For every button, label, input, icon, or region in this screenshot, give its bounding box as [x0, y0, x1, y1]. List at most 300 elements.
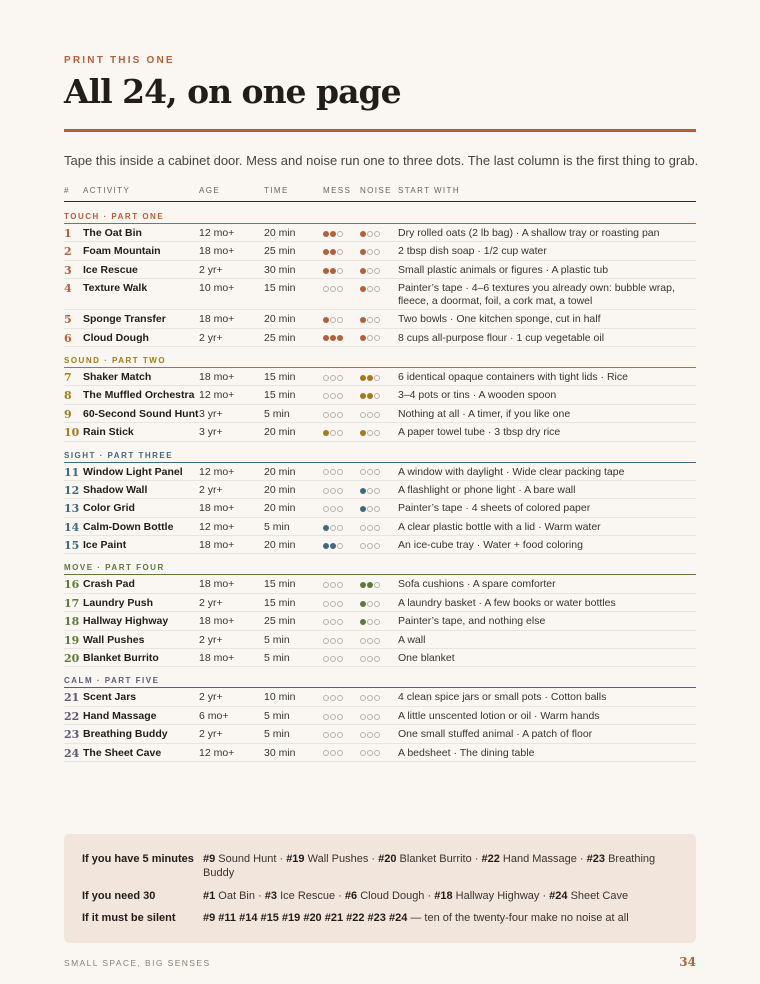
empty-dot-icon — [367, 231, 373, 237]
time-cell: 5 min — [264, 520, 290, 533]
intro-text: Tape this inside a cabinet door. Mess and noise run one to three dots. The last column is the first thing to grab. — [64, 153, 699, 168]
activity-ref-name: Breathing Buddy — [203, 853, 656, 879]
filled-dot-icon — [367, 393, 373, 399]
start-with-cell: Small plastic animals or figures · A plastic tub — [398, 263, 609, 276]
activity-name: Wall Pushes — [83, 633, 145, 646]
activity-name: Texture Walk — [83, 282, 148, 295]
time-cell: 15 min — [264, 389, 296, 402]
mess-rating — [323, 634, 344, 647]
filled-dot-icon — [323, 335, 329, 341]
start-with-cell: Nothing at all · A timer, if you like one — [398, 407, 571, 420]
summary-label: If you have 5 minutes — [82, 853, 194, 865]
activity-name: Hand Massage — [83, 709, 157, 722]
filled-dot-icon — [360, 317, 366, 323]
empty-dot-icon — [337, 638, 343, 644]
empty-dot-icon — [374, 249, 380, 255]
mess-rating — [323, 502, 344, 515]
activity-name: Hallway Highway — [83, 615, 169, 628]
separator: · — [471, 853, 482, 865]
mess-rating — [323, 652, 344, 665]
empty-dot-icon — [337, 714, 343, 720]
empty-dot-icon — [337, 619, 343, 625]
noise-rating — [360, 502, 381, 515]
row-number: 9 — [64, 407, 72, 421]
noise-rating — [360, 484, 381, 497]
empty-dot-icon — [337, 412, 343, 418]
empty-dot-icon — [337, 506, 343, 512]
empty-dot-icon — [323, 469, 329, 475]
noise-rating — [360, 578, 381, 591]
filled-dot-icon — [323, 268, 329, 274]
activity-ref-name: Sheet Cave — [567, 890, 629, 902]
empty-dot-icon — [323, 714, 329, 720]
age-cell: 3 yr+ — [199, 426, 223, 439]
start-with-cell: A flashlight or phone light · A bare wall — [398, 483, 576, 496]
start-with-cell: A bedsheet · The dining table — [398, 746, 535, 759]
row-number: 3 — [64, 263, 72, 277]
table-row — [64, 499, 696, 517]
age-cell: 2 yr+ — [199, 691, 223, 704]
table-row — [64, 518, 696, 536]
filled-dot-icon — [360, 249, 366, 255]
empty-dot-icon — [374, 714, 380, 720]
table-row — [64, 224, 696, 242]
empty-dot-icon — [367, 750, 373, 756]
empty-dot-icon — [323, 582, 329, 588]
activity-ref-name: Oat Bin — [215, 890, 255, 902]
activity-name: Shadow Wall — [83, 483, 148, 496]
row-number: 19 — [64, 633, 80, 647]
start-with-cell: 4 clean spice jars or small pots · Cotton balls — [398, 691, 607, 704]
section-label-text: CALM · PART FIVE — [64, 676, 160, 686]
section-label-text: TOUCH · PART ONE — [64, 212, 165, 221]
time-cell: 20 min — [264, 426, 296, 439]
activity-name: Cloud Dough — [83, 331, 149, 344]
activity-name: The Oat Bin — [83, 227, 142, 239]
filled-dot-icon — [330, 231, 336, 237]
start-with-cell: A little unscented lotion or oil · Warm hands — [398, 709, 600, 722]
page-number: 34 — [679, 955, 696, 969]
filled-dot-icon — [360, 335, 366, 341]
separator: · — [255, 890, 265, 902]
row-number: 2 — [64, 245, 72, 259]
row-number: 22 — [64, 709, 80, 723]
activity-ref-name: Sound Hunt — [215, 853, 277, 865]
empty-dot-icon — [374, 469, 380, 475]
empty-dot-icon — [337, 582, 343, 588]
noise-rating — [360, 539, 381, 552]
row-number: 5 — [64, 313, 72, 327]
table-row — [64, 242, 696, 260]
filled-dot-icon — [330, 249, 336, 255]
mess-rating — [323, 332, 344, 345]
empty-dot-icon — [323, 601, 329, 607]
table-row — [64, 594, 696, 612]
empty-dot-icon — [337, 249, 343, 255]
table-row — [64, 423, 696, 441]
start-with-cell: A paper towel tube · 3 tbsp dry rice — [398, 426, 561, 439]
empty-dot-icon — [374, 231, 380, 237]
section-label — [64, 554, 696, 574]
empty-dot-icon — [374, 525, 380, 531]
empty-dot-icon — [323, 750, 329, 756]
section-label-text: MOVE · PART FOUR — [64, 563, 165, 573]
mess-rating — [323, 615, 344, 628]
empty-dot-icon — [374, 750, 380, 756]
time-cell: 15 min — [264, 370, 296, 383]
mess-rating — [323, 426, 344, 439]
row-number: 16 — [64, 578, 80, 592]
activity-ref-name: Wall Pushes — [304, 853, 369, 865]
page-title: All 24, on one page — [64, 72, 401, 111]
start-with-cell: Painter’s tape · 4 sheets of colored paper — [398, 502, 591, 515]
activity-ref-name: Hallway Highway — [452, 890, 540, 902]
empty-dot-icon — [337, 750, 343, 756]
mess-rating — [323, 521, 344, 534]
mess-rating — [323, 578, 344, 591]
filled-dot-icon — [360, 506, 366, 512]
empty-dot-icon — [337, 601, 343, 607]
activity-name: Crash Pad — [83, 578, 135, 591]
row-number: 21 — [64, 691, 80, 705]
age-cell: 18 mo+ — [199, 245, 235, 258]
empty-dot-icon — [330, 430, 336, 436]
empty-dot-icon — [330, 656, 336, 662]
time-cell: 20 min — [264, 539, 296, 552]
time-cell: 15 min — [264, 282, 296, 295]
filled-dot-icon — [337, 335, 343, 341]
mess-rating — [323, 728, 344, 741]
noise-rating — [360, 264, 381, 277]
header-mess: MESS — [323, 186, 352, 195]
activity-ref-name: Cloud Dough — [357, 890, 425, 902]
filled-dot-icon — [360, 601, 366, 607]
age-cell: 18 mo+ — [199, 313, 235, 326]
table-row — [64, 612, 696, 630]
activity-ref: #23 — [586, 853, 606, 865]
empty-dot-icon — [360, 412, 366, 418]
table-row — [64, 463, 696, 481]
filled-dot-icon — [330, 543, 336, 549]
header-num: # — [64, 186, 70, 195]
noise-rating — [360, 521, 381, 534]
start-with-cell: 6 identical opaque containers with tight lids · Rice — [398, 370, 628, 383]
table-header — [64, 183, 696, 202]
row-number: 14 — [64, 520, 80, 534]
mess-rating — [323, 282, 344, 295]
empty-dot-icon — [374, 268, 380, 274]
activity-name: The Muffled Orchestra — [83, 389, 195, 402]
filled-dot-icon — [330, 335, 336, 341]
empty-dot-icon — [360, 543, 366, 549]
row-number: 13 — [64, 502, 80, 516]
empty-dot-icon — [330, 714, 336, 720]
section-label — [64, 667, 696, 687]
table-row — [64, 261, 696, 279]
filled-dot-icon — [367, 582, 373, 588]
empty-dot-icon — [330, 619, 336, 625]
mess-rating — [323, 408, 344, 421]
empty-dot-icon — [337, 231, 343, 237]
separator: · — [424, 890, 435, 902]
row-number: 23 — [64, 728, 80, 742]
filled-dot-icon — [323, 249, 329, 255]
activity-name: Blanket Burrito — [83, 652, 159, 665]
empty-dot-icon — [367, 430, 373, 436]
row-number: 6 — [64, 331, 72, 345]
age-cell: 12 mo+ — [199, 227, 235, 239]
empty-dot-icon — [330, 750, 336, 756]
noise-rating — [360, 691, 381, 704]
empty-dot-icon — [374, 393, 380, 399]
empty-dot-icon — [367, 543, 373, 549]
time-cell: 25 min — [264, 615, 296, 628]
empty-dot-icon — [323, 695, 329, 701]
section-label-text: SIGHT · PART THREE — [64, 450, 174, 460]
header-noise: NOISE — [360, 186, 392, 195]
empty-dot-icon — [360, 732, 366, 738]
age-cell: 2 yr+ — [199, 633, 223, 646]
time-cell: 5 min — [264, 407, 290, 420]
activity-ref: #22 — [481, 853, 500, 865]
title-rule — [64, 129, 696, 132]
separator: · — [576, 853, 587, 865]
time-cell: 5 min — [264, 652, 290, 665]
age-cell: 18 mo+ — [199, 502, 235, 515]
noise-rating — [360, 408, 381, 421]
empty-dot-icon — [360, 638, 366, 644]
table-row — [64, 688, 696, 706]
empty-dot-icon — [323, 732, 329, 738]
empty-dot-icon — [337, 656, 343, 662]
empty-dot-icon — [360, 695, 366, 701]
time-cell: 20 min — [264, 502, 296, 515]
separator: · — [276, 853, 287, 865]
row-number: 4 — [64, 282, 72, 296]
mess-rating — [323, 313, 344, 326]
activity-ref: #24 — [549, 890, 568, 902]
empty-dot-icon — [330, 469, 336, 475]
table-row — [64, 744, 696, 762]
mess-rating — [323, 227, 344, 240]
mess-rating — [323, 691, 344, 704]
mess-rating — [323, 747, 344, 760]
age-cell: 18 mo+ — [199, 370, 235, 383]
empty-dot-icon — [374, 695, 380, 701]
activity-name: Window Light Panel — [83, 465, 183, 478]
mess-rating — [323, 371, 344, 384]
empty-dot-icon — [330, 506, 336, 512]
activity-name: The Sheet Cave — [83, 746, 162, 759]
filled-dot-icon — [360, 582, 366, 588]
empty-dot-icon — [330, 412, 336, 418]
start-with-cell: Painter’s tape · 4–6 textures you already own: bubble wrap, fleece, a doormat, foil, a cork mat, a towel — [398, 282, 675, 308]
activity-name: Ice Paint — [83, 539, 127, 552]
time-cell: 20 min — [264, 483, 296, 496]
empty-dot-icon — [374, 488, 380, 494]
activity-name: Laundry Push — [83, 596, 154, 609]
filled-dot-icon — [330, 268, 336, 274]
row-number: 24 — [64, 746, 80, 760]
row-number: 15 — [64, 539, 80, 553]
empty-dot-icon — [323, 286, 329, 292]
start-with-cell: A clear plastic bottle with a lid · Warm water — [398, 520, 601, 533]
table-row — [64, 405, 696, 423]
start-with-cell: Sofa cushions · A spare comforter — [398, 578, 556, 591]
empty-dot-icon — [323, 619, 329, 625]
section-label-text: SOUND · PART TWO — [64, 355, 167, 365]
noise-rating — [360, 245, 381, 258]
time-cell: 15 min — [264, 578, 296, 591]
start-with-cell: A window with daylight · Wide clear packing tape — [398, 465, 625, 478]
mess-rating — [323, 264, 344, 277]
empty-dot-icon — [323, 393, 329, 399]
age-cell: 12 mo+ — [199, 746, 235, 759]
noise-rating — [360, 728, 381, 741]
empty-dot-icon — [330, 375, 336, 381]
start-with-cell: 8 cups all-purpose flour · 1 cup vegetable oil — [398, 331, 605, 344]
noise-rating — [360, 615, 381, 628]
activity-ref: #6 — [344, 890, 358, 902]
row-number: 12 — [64, 483, 80, 497]
age-cell: 2 yr+ — [199, 483, 223, 496]
quick-pick-box — [64, 834, 696, 943]
empty-dot-icon — [374, 543, 380, 549]
empty-dot-icon — [330, 601, 336, 607]
empty-dot-icon — [367, 619, 373, 625]
activity-ref: #3 — [264, 890, 278, 902]
empty-dot-icon — [330, 393, 336, 399]
separator: · — [335, 890, 345, 902]
separator: · — [368, 853, 379, 865]
empty-dot-icon — [374, 732, 380, 738]
table-row — [64, 631, 696, 649]
empty-dot-icon — [367, 488, 373, 494]
table-row — [64, 386, 696, 404]
empty-dot-icon — [367, 335, 373, 341]
empty-dot-icon — [360, 714, 366, 720]
row-number: 1 — [64, 227, 72, 240]
age-cell: 12 mo+ — [199, 465, 235, 478]
start-with-cell: A wall — [398, 633, 426, 646]
empty-dot-icon — [374, 412, 380, 418]
empty-dot-icon — [330, 732, 336, 738]
activity-name: Breathing Buddy — [83, 728, 168, 741]
empty-dot-icon — [367, 506, 373, 512]
activity-table — [64, 203, 696, 762]
section-label — [64, 442, 696, 462]
filled-dot-icon — [360, 375, 366, 381]
start-with-cell: Painter’s tape, and nothing else — [398, 615, 546, 628]
activity-name: Foam Mountain — [83, 245, 161, 258]
mess-rating — [323, 389, 344, 402]
row-number: 8 — [64, 389, 72, 403]
noise-rating — [360, 652, 381, 665]
time-cell: 20 min — [264, 227, 296, 239]
header-time: TIME — [264, 186, 289, 195]
noise-rating — [360, 389, 381, 402]
filled-dot-icon — [360, 286, 366, 292]
start-with-cell: 2 tbsp dish soap · 1/2 cup water — [398, 245, 547, 258]
header-activity: ACTIVITY — [83, 186, 131, 195]
empty-dot-icon — [337, 695, 343, 701]
activity-name: Ice Rescue — [83, 263, 138, 276]
start-with-cell: One blanket — [398, 652, 455, 665]
empty-dot-icon — [360, 656, 366, 662]
noise-rating — [360, 597, 381, 610]
noise-rating — [360, 634, 381, 647]
empty-dot-icon — [374, 317, 380, 323]
row-number: 17 — [64, 596, 80, 610]
table-row — [64, 536, 696, 554]
activity-ref-name: Blanket Burrito — [396, 853, 472, 865]
start-with-cell: A laundry basket · A few books or water bottles — [398, 596, 616, 609]
empty-dot-icon — [330, 582, 336, 588]
age-cell: 18 mo+ — [199, 652, 235, 665]
table-row — [64, 481, 696, 499]
row-number: 18 — [64, 615, 80, 629]
noise-rating — [360, 227, 381, 240]
empty-dot-icon — [374, 335, 380, 341]
row-number: 7 — [64, 370, 72, 384]
activity-ref: #19 — [286, 853, 305, 865]
time-cell: 15 min — [264, 596, 296, 609]
empty-dot-icon — [367, 656, 373, 662]
activity-name: Color Grid — [83, 502, 135, 515]
noise-rating — [360, 426, 381, 439]
age-cell: 3 yr+ — [199, 407, 223, 420]
eyebrow: PRINT THIS ONE — [64, 55, 175, 66]
mess-rating — [323, 466, 344, 479]
silent-refs: #9 #11 #14 #15 #19 #20 #21 #22 #23 #24 — [203, 912, 408, 924]
header-age: AGE — [199, 186, 221, 195]
filled-dot-icon — [360, 393, 366, 399]
empty-dot-icon — [323, 375, 329, 381]
filled-dot-icon — [323, 317, 329, 323]
filled-dot-icon — [367, 375, 373, 381]
filled-dot-icon — [323, 543, 329, 549]
empty-dot-icon — [323, 412, 329, 418]
table-row — [64, 725, 696, 743]
noise-rating — [360, 332, 381, 345]
time-cell: 25 min — [264, 331, 296, 344]
activity-name: Calm-Down Bottle — [83, 520, 174, 533]
table-row — [64, 368, 696, 386]
empty-dot-icon — [367, 268, 373, 274]
age-cell: 10 mo+ — [199, 282, 235, 295]
start-with-cell: Two bowls · One kitchen sponge, cut in half — [398, 313, 601, 326]
table-row — [64, 279, 696, 310]
time-cell: 20 min — [264, 313, 296, 326]
empty-dot-icon — [367, 286, 373, 292]
empty-dot-icon — [374, 601, 380, 607]
empty-dot-icon — [374, 506, 380, 512]
section-label — [64, 347, 696, 367]
start-with-cell: Dry rolled oats (2 lb bag) · A shallow tray or roasting pan — [398, 227, 660, 239]
activity-ref: #18 — [434, 890, 453, 902]
empty-dot-icon — [330, 638, 336, 644]
age-cell: 12 mo+ — [199, 520, 235, 533]
empty-dot-icon — [367, 525, 373, 531]
row-number: 10 — [64, 426, 80, 440]
empty-dot-icon — [367, 469, 373, 475]
empty-dot-icon — [360, 469, 366, 475]
time-cell: 10 min — [264, 691, 296, 704]
section-label — [64, 203, 696, 223]
start-with-cell: An ice-cube tray · Water + food coloring — [398, 539, 583, 552]
noise-rating — [360, 747, 381, 760]
empty-dot-icon — [330, 695, 336, 701]
